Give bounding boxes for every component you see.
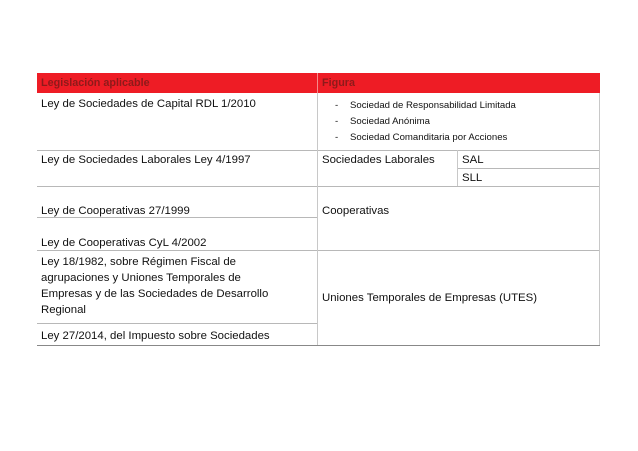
law-cooperativas-estatal: Ley de Cooperativas 27/1999 (41, 205, 190, 217)
row-divider (37, 323, 317, 324)
figure-cooperativas: Cooperativas (322, 205, 390, 217)
table-right-border (599, 93, 600, 345)
header-legislation: Legislación aplicable (37, 73, 317, 93)
subtype-sal: SAL (462, 154, 484, 166)
figure-sociedades-laborales: Sociedades Laborales (322, 154, 435, 166)
figure-utes: Uniones Temporales de Empresas (UTES) (322, 292, 538, 304)
law-cooperativas-cyl: Ley de Cooperativas CyL 4/2002 (41, 237, 207, 249)
law-impuesto-sociedades: Ley 27/2014, del Impuesto sobre Sociedades (41, 330, 270, 342)
law-sociedades-capital: Ley de Sociedades de Capital RDL 1/2010 (41, 98, 256, 110)
subtype-sll: SLL (462, 172, 483, 184)
list-item: - Sociedad Comanditaria por Acciones (334, 130, 596, 146)
header-figure: Figura (317, 73, 600, 93)
law-sociedades-laborales: Ley de Sociedades Laborales Ley 4/1997 (41, 154, 251, 166)
law-regimen-fiscal: Ley 18/1982, sobre Régimen Fiscal de agrupaciones y Uniones Temporales de Empresas y de las Sociedades de Desarrollo Regional (41, 256, 269, 316)
figure-list-capital (334, 98, 596, 146)
list-item: - Sociedad de Responsabilidad Limitada (334, 98, 596, 114)
legislation-table (37, 73, 600, 346)
list-item: - Sociedad Anónima (334, 114, 596, 130)
